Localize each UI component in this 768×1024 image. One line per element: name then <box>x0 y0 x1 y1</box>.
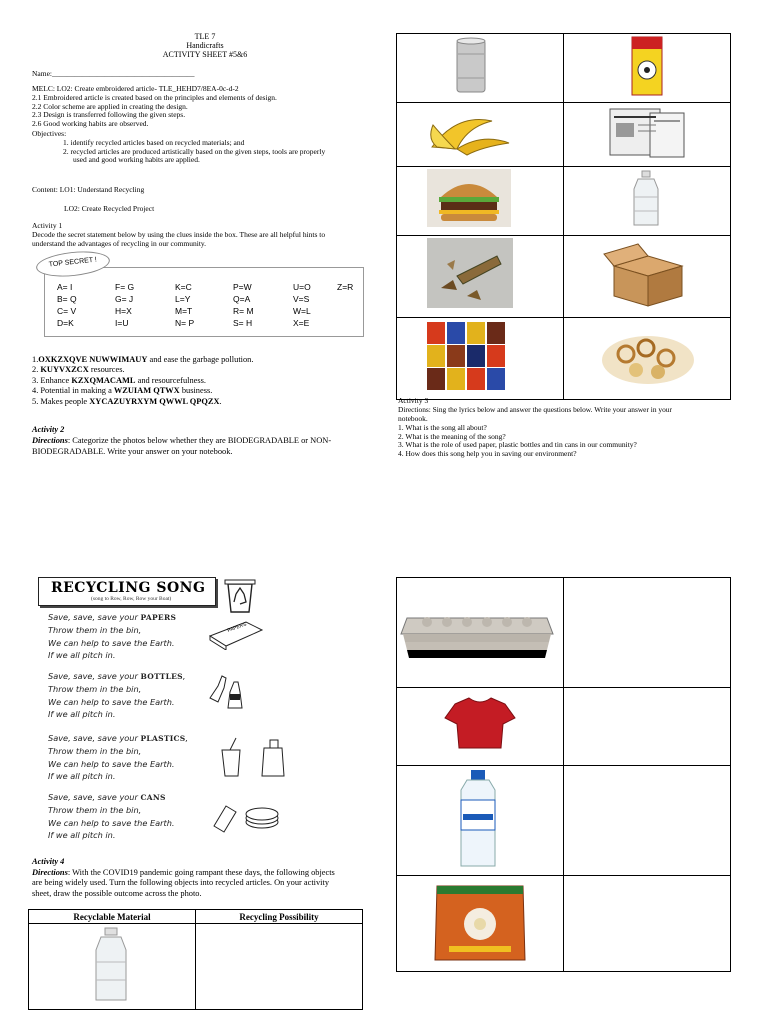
cipher-key: U=O <box>293 282 311 292</box>
cipher-key: R= M <box>233 306 254 316</box>
cipher-key: D=K <box>57 318 74 328</box>
content-lo1: Content: LO1: Understand Recycling <box>32 185 145 194</box>
cipher-key: W=L <box>293 306 311 316</box>
melc-item: 2.1 Embroidered article is created based on the principles and elements of design. <box>32 93 277 102</box>
song-title: RECYCLING SONG <box>51 580 206 596</box>
cipher-key: P=W <box>233 282 252 292</box>
cipher-key: Z=R <box>337 282 354 292</box>
question-item: 2. What is the meaning of the song? <box>398 431 506 441</box>
activity2-directions-2: BIODEGRADABLE. Write your answer on your notebook. <box>32 447 233 456</box>
cipher-key: G= J <box>115 294 134 304</box>
cipher-key: C= V <box>57 306 77 316</box>
sheet-topic: Handicrafts <box>186 41 224 50</box>
cipher-key: H=X <box>115 306 132 316</box>
activity4-title: Activity 4 <box>32 857 65 866</box>
drawing-space[interactable] <box>196 924 363 1010</box>
activity1-title: Activity 1 <box>32 221 63 230</box>
cipher-key: X=E <box>293 318 310 328</box>
sheet-subject: TLE 7 <box>194 32 216 41</box>
statement-2: 2. KUYVXZCX resources. <box>32 365 125 375</box>
cipher-key: L=Y <box>175 294 191 304</box>
top-secret-badge: TOP SECRET ! <box>35 248 111 280</box>
cipher-key: A= I <box>57 282 73 292</box>
plastic-bottle-icon <box>29 924 195 1004</box>
chip-bags-icon <box>397 318 563 394</box>
plastics-icon <box>218 736 294 780</box>
song-title-box <box>38 577 216 606</box>
melc-item: 2.6 Good working habits are observed. <box>32 118 149 128</box>
alcohol-bottle-icon <box>397 766 563 870</box>
objective-item: 2. recycled articles are produced artistically based on the given steps, tools are properly <box>63 146 326 156</box>
drawing-space[interactable] <box>564 766 731 876</box>
cipher-key: S= H <box>233 318 253 328</box>
cipher-box <box>44 267 364 337</box>
objective-item: used and good working habits are applied. <box>73 155 200 165</box>
activity2-photo-table <box>396 33 731 400</box>
decode-statements <box>32 355 253 407</box>
drawing-space[interactable] <box>564 876 731 972</box>
cipher-key: F= G <box>115 282 135 292</box>
recycle-bin-icon <box>220 574 260 614</box>
activity1-directions: Decode the secret statement below by using the clues inside the box. These are all helpful hints to <box>32 230 326 239</box>
tin-can-icon <box>397 34 563 97</box>
question-item: 3. What is the role of used paper, plastic bottles and tin cans in our community? <box>398 440 637 450</box>
activity3-questions <box>398 424 637 458</box>
cipher-key: Q=A <box>233 294 251 304</box>
objectives-label: Objectives: <box>32 129 67 138</box>
question-item: 4. How does this song help you in saving our environment? <box>398 448 577 458</box>
activity2-title: Activity 2 <box>32 425 65 434</box>
content-lo2: LO2: Create Recycled Project <box>64 204 155 213</box>
photo-cell <box>564 318 731 400</box>
statement-3: 3. Enhance KZXQMACAML and resourcefulness. <box>32 375 206 385</box>
statement-1: 1.OXKZXQVE NUWWIMAUY and ease the garbage pollution. <box>32 355 254 364</box>
photo-cell <box>397 876 564 972</box>
cipher-key: K=C <box>175 282 192 292</box>
melc-list <box>32 94 277 128</box>
song-verse-1: Save, save, save your PAPERS Throw them in the bin, We can help to save the Earth. If we all pitch in. <box>48 612 177 660</box>
photo-cell <box>397 167 564 236</box>
photo-cell <box>397 578 564 688</box>
plastic-bottle-icon <box>564 167 730 230</box>
question-item: 1. What is the song all about? <box>398 423 487 432</box>
photo-cell <box>397 688 564 766</box>
cipher-key: M=T <box>175 306 193 316</box>
photo-cell <box>397 236 564 318</box>
photo-cell <box>564 236 731 318</box>
statement-5: 5. Makes people XYCAZUYRXYM QWWL QPQZX. <box>32 396 222 406</box>
melc-text: MELC: LO2: Create embroidered article- TLE_HEHD7/8EA-0c-d-2 <box>32 84 239 93</box>
melc-item: 2.3 Design is transferred following the given steps. <box>32 110 186 120</box>
photo-cell <box>397 103 564 167</box>
activity2-directions: Directions: Categorize the photos below whether they are BIODEGRADABLE or NON- <box>32 436 332 445</box>
photo-cell <box>29 924 196 1010</box>
photo-cell <box>397 34 564 103</box>
cipher-key: B= Q <box>57 294 77 304</box>
cardboard-box-icon <box>564 236 730 312</box>
activity4-directions-3: sheet, draw the possible outcome across the photo. <box>32 888 202 898</box>
cipher-key: V=S <box>293 294 310 304</box>
egg-trays-icon <box>397 578 563 682</box>
melc-item: 2.2 Color scheme are applied in creating the design. <box>32 101 188 111</box>
activity4-directions: Directions: With the COVID19 pandemic going rampant these days, the following objects <box>32 867 335 877</box>
song-subtitle: (song to Row, Row, Row your Boat) <box>91 596 172 602</box>
name-line: Name:______________________________________ <box>32 69 195 78</box>
bottles-icon <box>204 668 256 712</box>
broken-glass-icon <box>397 236 563 312</box>
photo-cell <box>564 34 731 103</box>
activity4-table <box>28 909 363 1010</box>
newspapers-icon <box>564 103 730 161</box>
objectives-list <box>63 139 325 165</box>
activity1-directions-2: understand the advantages of recycling in our community. <box>32 239 207 248</box>
cereal-box-icon <box>564 34 730 97</box>
statement-4: 4. Potential in making a WZUIAM QTWX business. <box>32 386 213 396</box>
sheet-number: ACTIVITY SHEET #5&6 <box>162 50 248 59</box>
newspaper-bundle-icon <box>206 616 266 650</box>
cipher-key: I=U <box>115 318 129 328</box>
song-verse-4: Save, save, save your CANS Throw them in the bin, We can help to save the Earth. If we all pitch in. <box>48 792 175 840</box>
svg-text:PAPERS: PAPERS <box>226 621 248 634</box>
col-recycling-possibility: Recycling Possibility <box>196 910 363 924</box>
cans-icon <box>210 800 282 836</box>
pretzel-snacks-icon <box>564 318 730 394</box>
hamburger-icon <box>397 167 563 230</box>
photo-cell <box>397 318 564 400</box>
red-tshirt-icon <box>397 688 563 760</box>
activity4-directions-2: are being widely used. Turn the following objects into recycled articles. On your activity <box>32 878 330 888</box>
activity3-directions: Directions: Sing the lyrics below and answer the questions below. Write your answer in your <box>398 405 672 414</box>
recyclable-materials-table <box>396 577 731 972</box>
photo-cell <box>564 103 731 167</box>
photo-cell <box>564 167 731 236</box>
banana-peel-icon <box>397 103 563 161</box>
objective-item: 1. identify recycled articles based on recycled materials; and <box>63 138 245 147</box>
drawing-space[interactable] <box>564 578 731 688</box>
photo-cell <box>397 766 564 876</box>
song-verse-2: Save, save, save your BOTTLES, Throw them in the bin, We can help to save the Earth. If we all pitch in. <box>48 671 186 719</box>
activity3-title: Activity 3 <box>398 396 429 405</box>
col-recyclable-material: Recyclable Material <box>29 910 196 924</box>
cipher-key: N= P <box>175 318 195 328</box>
song-verse-3: Save, save, save your PLASTICS, Throw them in the bin, We can help to save the Earth. If we all pitch in. <box>48 733 189 781</box>
rice-sack-icon <box>397 876 563 966</box>
drawing-space[interactable] <box>564 688 731 766</box>
activity3-directions-2: notebook. <box>398 414 428 423</box>
